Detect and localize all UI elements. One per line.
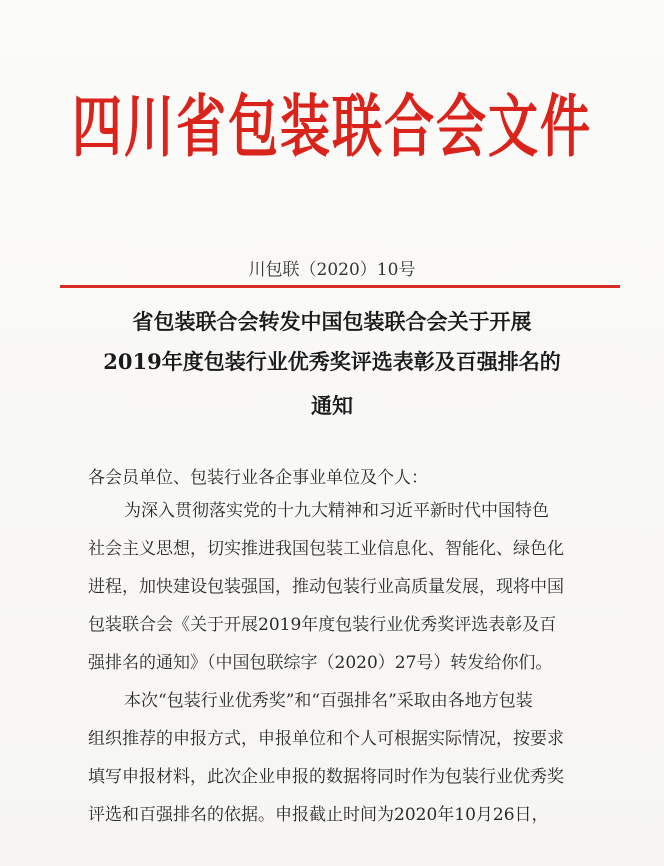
document-title-line-2: 2019年度包装行业优秀奖评选表彰及百强排名的: [103, 349, 561, 374]
salutation: 各会员单位、包装行业各企事业单位及个人：: [88, 468, 428, 488]
paragraph1-line: 进程，加快建设包装强国，推动包装行业高质量发展，现将中国: [88, 577, 564, 597]
document-title-line-1: 省包装联合会转发中国包装联合会关于开展: [132, 309, 532, 334]
red-divider-line: [60, 285, 620, 288]
paragraph1-line: 包装联合会《关于开展2019年度包装行业优秀奖评选表彰及百: [88, 615, 557, 635]
paragraph2-line: 评选和百强排名的依据。申报截止时间为2020年10月26日，: [88, 805, 549, 825]
paragraph2-line: 组织推荐的申报方式，申报单位和个人可根据实际情况，按要求: [88, 729, 564, 749]
paragraph1-line: 社会主义思想，切实推进我国包装工业信息化、智能化、绿色化: [88, 539, 564, 559]
paragraph2-line: 填写申报材料，此次企业申报的数据将同时作为包装行业优秀奖: [88, 767, 564, 787]
document-title-line-3: 通知: [311, 393, 353, 418]
masthead-title: 四川省包装联合会文件: [72, 87, 592, 167]
document-number: 川包联（2020）10号: [248, 260, 416, 280]
paragraph1-line: 强排名的通知》（中国包联综字（2020）27号）转发给你们。: [88, 653, 553, 673]
paragraph2-line: 本次“包装行业优秀奖”和“百强排名”采取由各地方包装: [124, 691, 533, 711]
paragraph1-line: 为深入贯彻落实党的十九大精神和习近平新时代中国特色: [124, 501, 549, 521]
